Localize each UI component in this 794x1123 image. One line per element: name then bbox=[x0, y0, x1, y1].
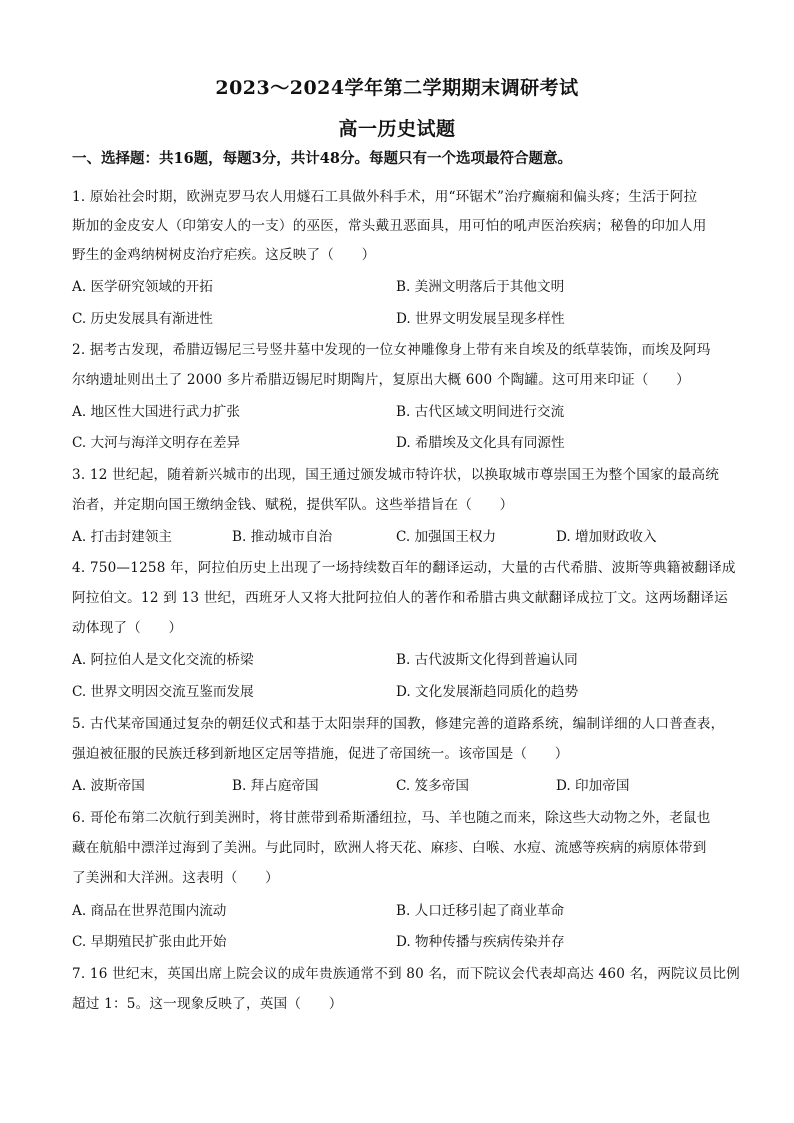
exam-title: 2023～2024学年第二学期期末调研考试 bbox=[215, 77, 579, 99]
question-1-option-b: B. 美洲文明落后于其他文明 bbox=[396, 279, 565, 295]
question-5-option-c: C. 笈多帝国 bbox=[396, 778, 469, 794]
question-6-option-c: C. 早期殖民扩张由此开始 bbox=[72, 934, 227, 950]
question-1-option-a: A. 医学研究领域的开拓 bbox=[72, 279, 213, 295]
question-7-line-2: 超过 1：5。这一现象反映了，英国（ ） bbox=[72, 996, 343, 1012]
question-3-option-d: D. 增加财政收入 bbox=[556, 529, 657, 545]
question-1-line-1: 1. 原始社会时期，欧洲克罗马农人用燧石工具做外科手术，用“环锯术”治疗癫痫和偏头疼；生活于阿拉 bbox=[72, 189, 698, 205]
question-3-option-a: A. 打击封建领主 bbox=[72, 529, 173, 545]
question-6-option-b: B. 人口迁移引起了商业革命 bbox=[396, 903, 565, 919]
question-4-line-2: 阿拉伯文。12 到 13 世纪，西班牙人又将大批阿拉伯人的著作和希腊古典文献翻译成拉丁文。这两场翻译运 bbox=[72, 590, 728, 606]
question-2-option-a: A. 地区性大国进行武力扩张 bbox=[72, 404, 240, 420]
question-4-option-a: A. 阿拉伯人是文化交流的桥梁 bbox=[72, 652, 254, 668]
question-2-line-2: 尔纳遗址则出土了 2000 多片希腊迈锡尼时期陶片，复原出大概 600 个陶罐。这可用来印证（ ） bbox=[72, 372, 690, 388]
question-4-line-3: 动体现了（ ） bbox=[72, 620, 183, 636]
question-1-line-3: 野生的金鸡纳树树皮治疗疟疾。这反映了（ ） bbox=[72, 247, 376, 263]
question-1-option-d: D. 世界文明发展呈现多样性 bbox=[396, 311, 565, 327]
question-4-option-d: D. 文化发展渐趋同质化的趋势 bbox=[396, 684, 579, 700]
question-6-line-1: 6. 哥伦布第二次航行到美洲时，将甘蔗带到希斯潘纽拉，马、羊也随之而来，除这些大动物之外，老鼠也 bbox=[72, 810, 711, 826]
question-4-option-c: C. 世界文明因交流互鉴而发展 bbox=[72, 684, 254, 700]
question-2-option-b: B. 古代区域文明间进行交流 bbox=[396, 404, 565, 420]
question-7-line-1: 7. 16 世纪末，英国出席上院会议的成年贵族通常不到 80 名，而下院议会代表却高达 460 名，两院议员比例 bbox=[72, 966, 740, 982]
question-6-option-d: D. 物种传播与疾病传染并存 bbox=[396, 934, 565, 950]
question-3-line-2: 治者，并定期向国王缴纳金钱、赋税，提供军队。这些举措旨在（ ） bbox=[72, 497, 514, 513]
question-6-line-3: 了美洲和大洋洲。这表明（ ） bbox=[72, 870, 279, 886]
question-2-option-c: C. 大河与海洋文明存在差异 bbox=[72, 435, 241, 451]
question-5-option-d: D. 印加帝国 bbox=[556, 778, 630, 794]
section-heading: 一、选择题：共16题，每题3分，共计48分。每题只有一个选项最符合题意。 bbox=[72, 150, 572, 167]
question-5-line-2: 强迫被征服的民族迁移到新地区定居等措施，促进了帝国统一。该帝国是（ ） bbox=[72, 746, 569, 762]
question-5-line-1: 5. 古代某帝国通过复杂的朝廷仪式和基于太阳崇拜的国教，修建完善的道路系统，编制详细的人口普查表， bbox=[72, 716, 725, 732]
question-4-option-b: B. 古代波斯文化得到普遍认同 bbox=[396, 652, 578, 668]
question-5-option-a: A. 波斯帝国 bbox=[72, 778, 145, 794]
question-4-line-1: 4. 750—1258 年，阿拉伯历史上出现了一场持续数百年的翻译运动，大量的古代希腊、波斯等典籍被翻译成 bbox=[72, 560, 736, 576]
question-6-option-a: A. 商品在世界范围内流动 bbox=[72, 903, 227, 919]
question-6-line-2: 藏在航船中漂洋过海到了美洲。与此同时，欧洲人将天花、麻疹、白喉、水痘、流感等疾病的病原体带到 bbox=[72, 840, 707, 856]
question-1-line-2: 斯加的金皮安人（印第安人的一支）的巫医，常头戴丑恶面具，用可怕的吼声医治疾病；秘鲁的印加人用 bbox=[72, 218, 707, 234]
question-3-option-b: B. 推动城市自治 bbox=[232, 529, 333, 545]
question-1-option-c: C. 历史发展具有渐进性 bbox=[72, 311, 213, 327]
question-2-option-d: D. 希腊埃及文化具有同源性 bbox=[396, 435, 565, 451]
question-3-line-1: 3. 12 世纪起，随着新兴城市的出现，国王通过颁发城市特许状，以换取城市尊崇国王为整个国家的最高统 bbox=[72, 467, 720, 483]
exam-subtitle: 高一历史试题 bbox=[338, 118, 456, 140]
question-3-option-c: C. 加强国王权力 bbox=[396, 529, 497, 545]
question-2-line-1: 2. 据考古发现，希腊迈锡尼三号竖井墓中发现的一位女神雕像身上带有来自埃及的纸草装饰，而埃及阿玛 bbox=[72, 342, 711, 358]
question-5-option-b: B. 拜占庭帝国 bbox=[232, 778, 319, 794]
